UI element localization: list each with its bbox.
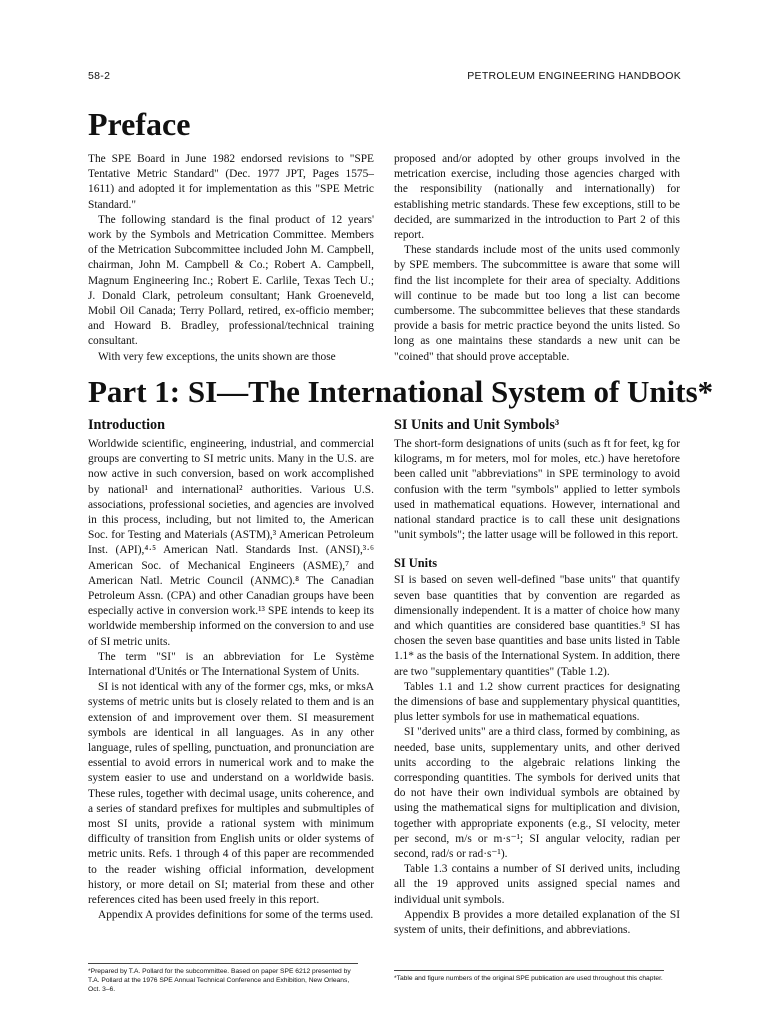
preface-heading: Preface bbox=[88, 106, 191, 142]
body-paragraph: Worldwide scientific, engineering, industrial, and commercial groups are converting to SI metric units. Many in the U.S. are now active in such conversion, based on work accomplished by national¹ and international² authorities. Various U.S. associations, professional societies, and agencies are involved in this process, including, but not limited to, the American Soc. for Testing and Materials (ASTM),³ American Petroleum Inst. (API),⁴·⁵ American Natl. Standards Inst. (ANSI),³·⁶ American Soc. of Mechanical Engineers (ASME),⁷ and American Natl. Metric Council (ANMC).⁸ The Canadian Petroleum Assn. (CPA) and other Canadian groups have been especially active in conversion work.¹³ SPE intends to keep its worldwide membership informed on the conversion to and use of SI metric units. bbox=[88, 438, 374, 648]
introduction-column bbox=[88, 416, 374, 924]
body-paragraph: Tables 1.1 and 1.2 show current practices for designating the dimensions of base and supplementary physical quantities, plus letter symbols for use in mathematical equations. bbox=[394, 680, 680, 724]
running-header-title: PETROLEUM ENGINEERING HANDBOOK bbox=[467, 70, 681, 82]
footnote-left: *Prepared by T.A. Pollard for the subcommittee. Based on paper SPE 6212 presented by T.A. Pollard at the 1976 SPE Annual Technical Conference and Exhibition, New Orleans, Oct. 3–6. bbox=[88, 963, 358, 994]
preface-right-column bbox=[394, 152, 680, 365]
body-paragraph: SI is not identical with any of the former cgs, mks, or mksA systems of metric units but is closely related to them and is an extension of and improvement over them. SI measurement symbols are identical in all languages. As in any other language, rules of spelling, punctuation, and pronunciation are essential to avoid errors in numerical work and to make the system easier to use and understand on a worldwide basis. These rules, together with decimal usage, units coherence, and a series of standard prefixes for multiples and submultiples of most SI units, provide a rational system with minimum difficulty of transition from English units or older systems of metric units. Refs. 1 through 4 of this paper are recommended to the reader wishing official information, development history, or more detail on SI; material from these and other references cited has been used freely in this report. bbox=[88, 681, 374, 907]
preface-paragraph: With very few exceptions, the units shown are those bbox=[98, 350, 336, 363]
body-paragraph: Appendix B provides a more detailed explanation of the SI system of units, their definitions, and abbreviations. bbox=[394, 908, 680, 937]
preface-left-column bbox=[88, 152, 374, 365]
unit-symbols-heading: SI Units and Unit Symbols³ bbox=[394, 417, 560, 433]
si-units-column bbox=[394, 416, 680, 938]
introduction-heading: Introduction bbox=[88, 417, 165, 433]
page-number: 58-2 bbox=[88, 70, 111, 82]
body-paragraph: Appendix A provides definitions for some of the terms used. bbox=[98, 909, 374, 922]
body-paragraph: SI "derived units" are a third class, formed by combining, as needed, base units, supplementary units, and other derived units according to the algebraic relations linking the corresponding quantities. The symbols for derived units that do not have their own individual symbols are obtained by using the mathematical signs for multiplication and division, together with appropriate exponents (e.g., SI velocity, meter per second, m/s or m·s⁻¹; SI angular velocity, radian per second, rad/s or rad·s⁻¹). bbox=[394, 726, 680, 861]
body-paragraph: Table 1.3 contains a number of SI derived units, including all the 19 approved units assigned special names and individual unit symbols. bbox=[394, 863, 680, 906]
preface-paragraph: These standards include most of the units used commonly by SPE members. The subcommittee is aware that some will find the list incomplete for their area of specialty. Additions will continue to be made but too long a list can become cumbersome. The subcommittee believes that these standards provide a basis for metric practice beyond the units listed. So long as one maintains these standards a new unit can be "coined" that should prove acceptable. bbox=[394, 244, 680, 363]
preface-paragraph: The following standard is the final product of 12 years' work by the Symbols and Metrication Committee. Members of the Metrication Subcommittee included John M. Campbell, chairman, John M. Campbell & Co.; Robert A. Campbell, Magnum Engineering Inc.; Robert E. Carlile, Texas Tech U.; J. Donald Clark, petroleum consultant; Hank Groeneveld, Mobil Oil Canada; Terry Pollard, retired, ex-officio member; and Howard B. Bradley, professional/technical training consultant. bbox=[88, 213, 374, 348]
part-title: Part 1: SI—The International System of Units* bbox=[88, 374, 714, 409]
body-paragraph: The term "SI" is an abbreviation for Le Système International d'Unités or The International System of Units. bbox=[88, 650, 374, 679]
body-paragraph: The short-form designations of units (such as ft for feet, kg for kilograms, m for meters, mol for moles, etc.) have heretofore been called unit "abbreviations" in SPE terminology to avoid confusion with the term "symbols" applied to letter symbols used in mathematical equations. However, international and national standard practice is to call these unit designations "unit symbols"; the latter usage will be followed in this report. bbox=[394, 438, 680, 542]
si-units-heading: SI Units bbox=[394, 556, 438, 571]
footnote-right: *Table and figure numbers of the original SPE publication are used throughout this chapter. bbox=[394, 970, 664, 983]
preface-paragraph: proposed and/or adopted by other groups involved in the metrication exercise, including those agencies charged with the responsibility (nationally and internationally) for establishing metric standards. These few exceptions, still to be decided, are summarized in the introduction to Part 2 of this report. bbox=[394, 153, 680, 242]
body-paragraph: SI is based on seven well-defined "base units" that quantify seven base quantities that by convention are regarded as dimensionally independent. It is a matter of choice how many and which quantities are considered base quantities.⁹ SI has chosen the seven base quantities and base units listed in Table 1.1* as the basis of the International System. In addition, there are two "supplementary quantities" (Table 1.2). bbox=[394, 574, 680, 678]
preface-paragraph: The SPE Board in June 1982 endorsed revisions to "SPE Tentative Metric Standard" (Dec. 1977 JPT, Pages 1575–1611) and adopted it for implementation as this "SPE Metric Standard." bbox=[88, 153, 374, 211]
